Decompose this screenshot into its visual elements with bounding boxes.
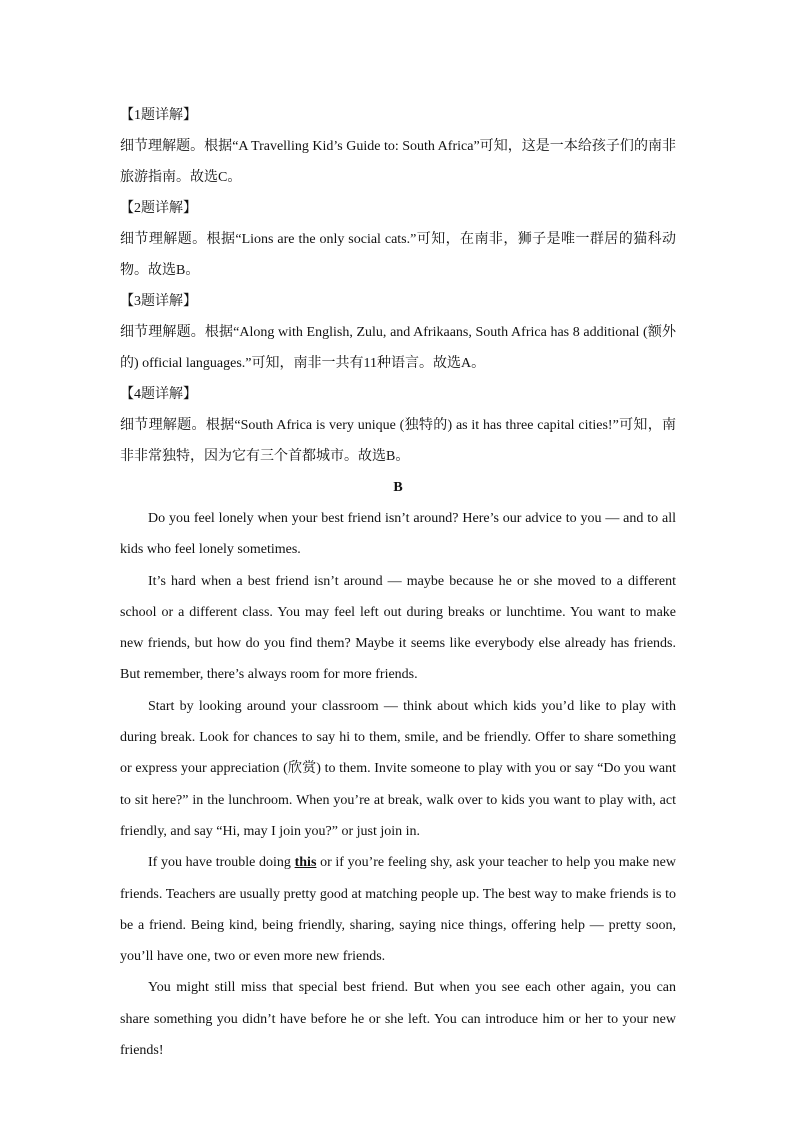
passage-paragraph-4 (120, 847, 676, 972)
passage-paragraph-2: It’s hard when a best friend isn’t around — maybe because he or she moved to a different school or a different class. You may feel left out during breaks or lunchtime. You want to make new friends, but how do you find them? Maybe it seems like everybody else already has friends. But remember, there’s always room for more friends. (120, 573, 676, 683)
answer-2-explanation: 细节理解题。根据“Lions are the only social cats.”可知，在南非，狮子是唯一群居的猫科动物。故选B。 (120, 232, 676, 278)
answer-4-explanation: 细节理解题。根据“South Africa is very unique (独特的) as it has three capital cities!”可知，南非非常独特，因为它有三个首都城市。故选B。 (120, 418, 676, 464)
answer-3-explanation: 细节理解题。根据“Along with English, Zulu, and Afrikaans, South Africa has 8 additional (额外的) official languages.”可知，南非一共有11种语言。故选A。 (120, 325, 676, 371)
paragraph-4-rest: or if you’re feeling shy, ask your teacher to help you make new friends. Teachers are usually pretty good at matching people up. The best way to make friends is to be a friend. Being kind, being friendly, sharing, saying nice things, offering help — pretty soon, you’ll have one, two or even more new friends. (120, 855, 677, 965)
passage-paragraph-1: Do you feel lonely when your best friend isn’t around? Here’s our advice to you — and to all kids who feel lonely sometimes. (120, 511, 676, 558)
passage-paragraph-3: Start by looking around your classroom — think about which kids you’d like to play with during break. Look for chances to say hi to them, smile, and be friendly. Offer to share something or express your appreciation (欣赏) to them. Invite someone to play with you or say “Do you want to sit here?” in the lunchroom. When you’re at break, walk over to kids you want to play with, act friendly, and say “Hi, may I join you?” or just join in. (120, 698, 676, 839)
answer-1-heading: 【1题详解】 (120, 108, 197, 123)
answer-2-heading: 【2题详解】 (120, 201, 197, 216)
passage-title: B (393, 480, 403, 495)
underlined-word-this: this (294, 855, 317, 871)
answer-3-heading: 【3题详解】 (120, 294, 197, 309)
passage-paragraph-5: You might still miss that special best friend. But when you see each other again, you can share something you didn’t have before he or she left. You can introduce him or her to your new friends! (120, 980, 676, 1059)
document-page (120, 100, 676, 1066)
answer-4-heading: 【4题详解】 (120, 387, 197, 402)
answer-1-explanation: 细节理解题。根据“A Travelling Kid’s Guide to: South Africa”可知，这是一本给孩子们的南非旅游指南。故选C。 (120, 139, 676, 185)
paragraph-4-lead: If you have trouble doing (148, 855, 295, 871)
